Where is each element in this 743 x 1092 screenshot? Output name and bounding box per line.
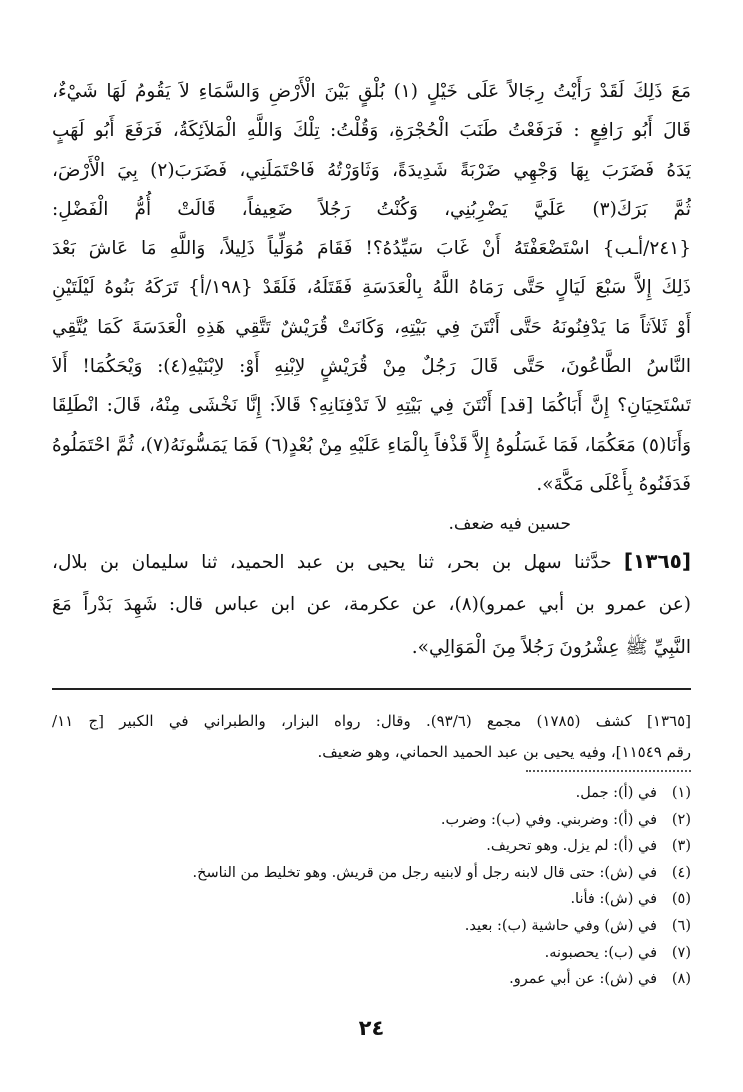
hadith-text: حدَّثنا سهل بن بحر، ثنا يحيى بن عبد الحميد، ثنا سليمان بن بلال، xyxy=(52,552,612,573)
footnote xyxy=(52,940,691,967)
footnote xyxy=(52,780,691,807)
hadith-line xyxy=(52,540,691,583)
text-line: ذَلِكَ إِلاَّ سَبْعَ لَيَالٍ حَتَّى رَمَاهُ اللَّهُ بِالْعَدَسَةِ فَقَتَلَهُ، فَلَقَدْ {١٩٨/أ} تَرَكَهُ بَنُوهُ لَيْلَتَيْنِ xyxy=(52,277,691,299)
text-line: قَالَ أَبُو رَافِعٍ : فَرَفَعْتُ طَنَبَ الْحُجْرَةِ، وَقُلْتُ: تِلْكَ وَاللَّهِ الْمَلاَئِكَةُ، فَرَفَعَ أَبُو لَهَبٍ xyxy=(52,120,691,142)
footnote xyxy=(52,833,691,860)
footnote-text: في (أ): وضربني. وفي (ب): وضرب. xyxy=(440,811,657,828)
text-line: {٢٤١/أـب} اسْتَضْعَفْتَهُ أَنْ غَابَ سَيِّدُهُ؟! فَقَامَ مُوَلِّياً ذَلِيلاً، وَاللَّهِ مَا عَاشَ بَعْدَ xyxy=(52,238,691,260)
hadith-grading: حسين فيه ضعف. xyxy=(448,514,571,534)
text-line: تَسْتَحِيَانِ؟ إِنَّ أَبَاكُمَا [قد] أَنْتَنَ فِي بَيْتِهِ لاَ تَدْفِنَانِهِ؟ قَالاَ: إِنَّا نَخْشَى مِنْهُ، قَالَ: انْطَلِقَا xyxy=(52,395,691,417)
footnote-text: في (ب): يحصبونه. xyxy=(544,944,657,961)
dotted-separator xyxy=(526,770,691,772)
takhrij-line: [١٣٦٥] كشف (١٧٨٥) مجمع (٩٣/٦). وقال: رواه البزار، والطبراني في الكبير [ج ١١/ xyxy=(52,712,691,730)
footnote-text: في (ش): عن أبي عمرو. xyxy=(509,971,657,988)
text-line: فَدَفَنُوهُ بِأَعْلَى مَكَّةَ». xyxy=(536,473,691,495)
footnote-number: (٨) xyxy=(671,971,691,988)
footnote-number: (٢) xyxy=(671,811,691,828)
hadith-line: النَّبِيِّ ﷺ عِشْرُونَ رَجُلاً مِنَ الْمَوَالِي». xyxy=(411,637,691,658)
footnote-number: (١) xyxy=(671,785,691,801)
footnote-text: في (ش): فأنا. xyxy=(570,891,657,908)
hadith-number: [١٣٦٥] xyxy=(623,549,691,573)
text-line: يَدَهُ فَضَرَبَ بِهَا وَجْهِي ضَرْبَةً شَدِيدَةً، وَثَاوَرْتُهُ فَاحْتَمَلَنِي، فَضَرَبَ(٢) بِيَ الْأَرْضَ، xyxy=(52,159,691,181)
footnote-text: في (أ): لم يزل. وهو تحريف. xyxy=(486,838,657,855)
takhrij-line: رقم ١١٥٤٩]، وفيه يحيى بن عبد الحميد الحماني، وهو ضعيف. xyxy=(317,743,691,761)
main-text xyxy=(52,72,691,504)
footnote-divider xyxy=(52,688,691,690)
footnotes xyxy=(52,780,691,993)
text-line: مَعَ ذَلِكَ لَقَدْ رَأَيْتُ رِجَالاً عَلَى خَيْلٍ (١) بُلْقٍ بَيْنَ الْأَرْضِ وَالسَّمَاءِ لاَ يَقُومُ لَهَا شَيْءٌ، xyxy=(52,81,691,102)
footnote-number: (٥) xyxy=(671,891,691,908)
footnote-number: (٣) xyxy=(671,838,691,855)
text-line: النَّاسُ الطَّاعُونَ، حَتَّى قَالَ رَجُلٌ مِنْ قُرَيْشٍ لاِبْنِهِ أَوْ: لاِبْنَيْهِ(٤): وَيْحَكُمَا! أَلاَ xyxy=(52,356,691,378)
footnote xyxy=(52,886,691,913)
hadith-block xyxy=(52,540,691,669)
footnote xyxy=(52,860,691,887)
text-line: ثُمَّ بَرَكَ(٣) عَلَيَّ يَضْرِبُنِي، وَكُنْتُ رَجُلاً ضَعِيفاً، قَالَتْ أُمُّ الْفَضْلِ: xyxy=(52,198,691,220)
text-line: وَأَنَا(٥) مَعَكُمَا، فَمَا غَسَلُوهُ إِلاَّ قَذْفاً بِالْمَاءِ عَلَيْهِ مِنْ بُعْدٍ(٦) فَمَا يَمَسُّونَهُ(٧)، ثُمَّ احْتَمَلُوهُ xyxy=(52,434,691,456)
footnote xyxy=(52,807,691,834)
hadith-line: (عن عمرو بن أبي عمرو)(٨)، عن عكرمة، عن ابن عباس قال: شَهِدَ بَدْراً مَعَ xyxy=(52,594,691,615)
footnote xyxy=(52,913,691,940)
footnote xyxy=(52,966,691,993)
takhrij-block xyxy=(52,706,691,768)
page-number: ٢٤ xyxy=(358,1016,385,1040)
footnote-text: في (ش) وفي حاشية (ب): بعيد. xyxy=(464,917,657,934)
footnote-number: (٤) xyxy=(671,864,691,881)
footnote-number: (٦) xyxy=(671,917,691,934)
footnote-text: في (ش): حتى قال لابنه رجل أو لابنيه رجل من قريش. وهو تخليط من الناسخ. xyxy=(192,864,657,881)
footnote-text: في (أ): جمل. xyxy=(575,785,657,801)
footnote-number: (٧) xyxy=(671,944,691,961)
text-line: أَوْ ثَلاَثاً مَا يَدْفِنُونَهُ حَتَّى أَنْتَنَ فِي بَيْتِهِ، وَكَانَتْ قُرَيْشٌ تَتَّقِي هَذِهِ الْعَدَسَةَ كَمَا يُتَّقِي xyxy=(52,316,691,338)
